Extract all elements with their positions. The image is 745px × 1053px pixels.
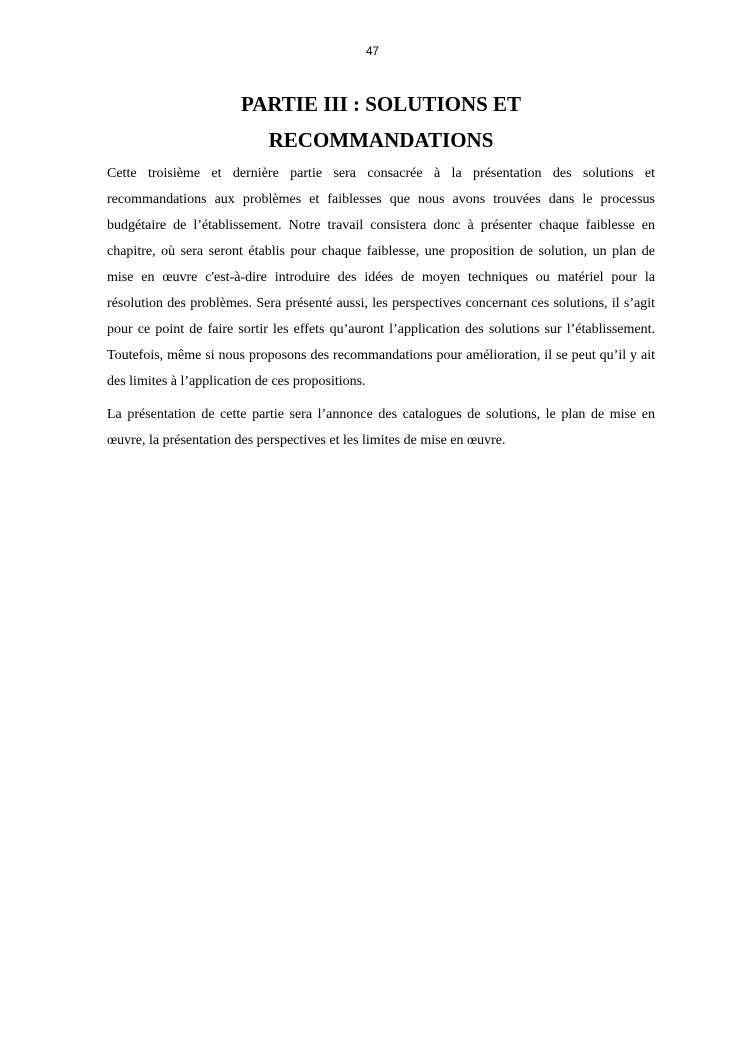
paragraph-introduction: Cette troisième et dernière partie sera consacrée à la présentation des solutions et recommandations aux problèmes et faiblesses que nous avons trouvées dans le processus budgétaire de l’établissement. Notre travail consistera donc à présenter chaque faiblesse en chapitre, où sera seront établis pour chaque faiblesse, une proposition de solution, un plan de mise en œuvre c'est-à-dire introduire des idées de moyen techniques ou matériel pour la résolution des problèmes. Sera présenté aussi, les perspectives concernant ces solutions, il s’agit pour ce point de faire sortir les effets qu’auront l’application des solutions sur l’établissement. Toutefois, même si nous proposons des recommandations pour amélioration, il se peut qu’il y ait des limites à l’application de ces propositions. — [107, 166, 655, 389]
section-title-line-1: PARTIE III : SOLUTIONS ET — [240, 92, 522, 116]
body-text — [107, 161, 655, 454]
paragraph-overview: La présentation de cette partie sera l’annonce des catalogues de solutions, le plan de mise en œuvre, la présentation des perspectives et les limites de mise en œuvre. — [107, 407, 655, 448]
section-title-line-2: RECOMMANDATIONS — [268, 128, 494, 152]
page-number: 47 — [366, 46, 379, 58]
section-title — [107, 86, 655, 158]
